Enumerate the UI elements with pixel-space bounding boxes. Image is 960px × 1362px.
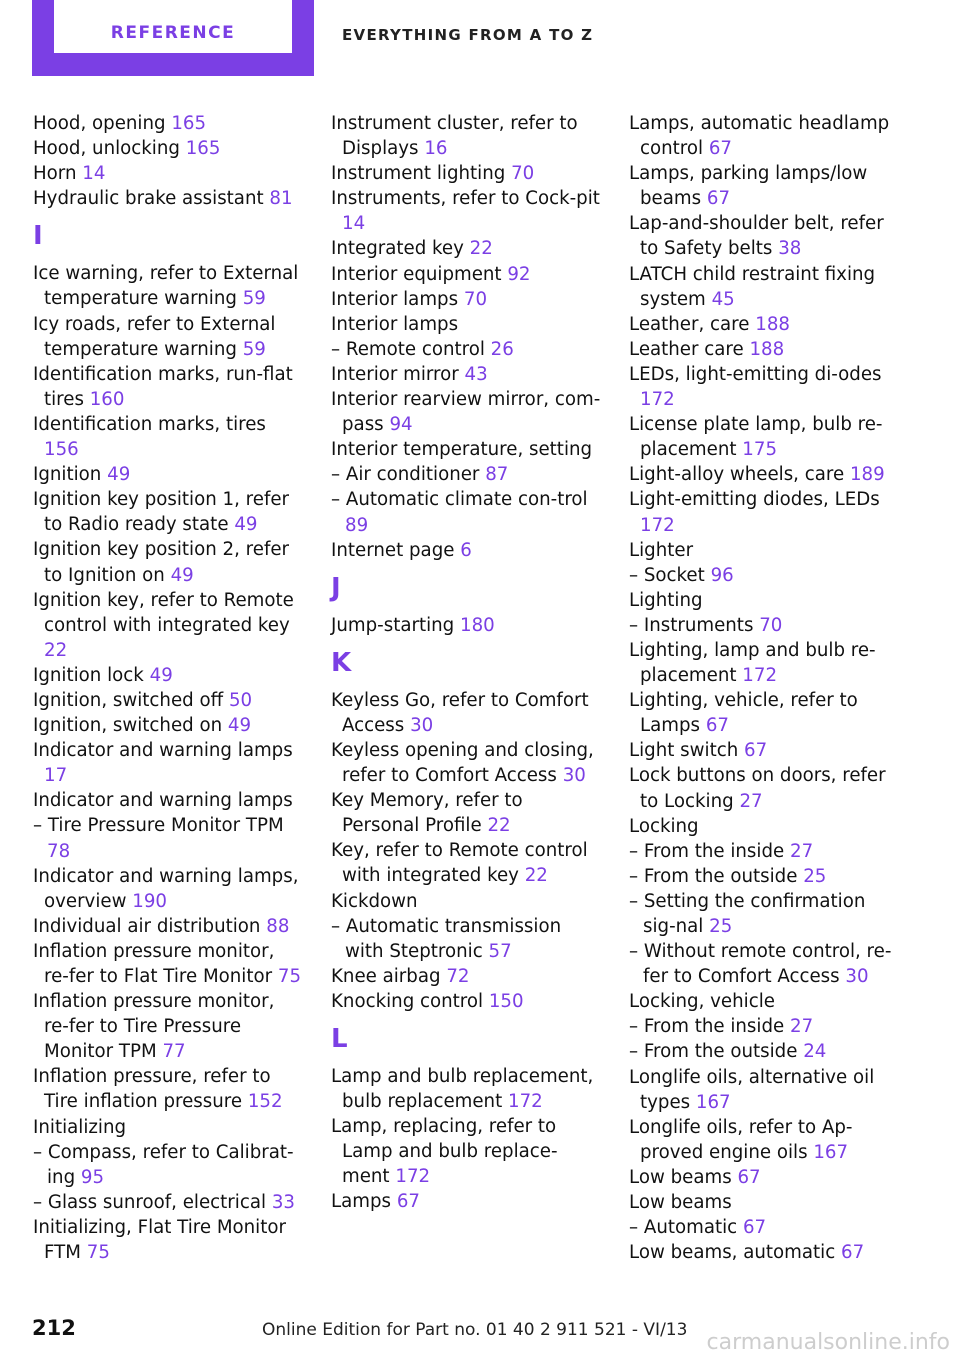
page-reference-link[interactable]: 167 (813, 1141, 849, 1163)
index-entry-text: Internet page (331, 539, 455, 561)
index-subentry (331, 462, 601, 487)
page-reference-link[interactable]: 77 (162, 1041, 186, 1063)
page-reference-link[interactable]: 89 (345, 514, 369, 536)
page-reference-link[interactable]: 43 (464, 363, 488, 385)
index-entry (331, 362, 601, 387)
index-entry-text: Low beams (629, 1166, 732, 1188)
page-reference-link[interactable]: 70 (463, 288, 488, 310)
page-reference-link[interactable]: 30 (845, 966, 869, 988)
index-entry (629, 538, 899, 563)
index-entry (33, 186, 303, 211)
page-reference-link[interactable]: 150 (488, 990, 524, 1012)
index-entry (629, 1190, 899, 1215)
page-reference-link[interactable]: 25 (709, 916, 733, 937)
index-entry (33, 588, 303, 663)
index-subentry (331, 487, 601, 537)
index-entry-text: Lamp, replacing, refer to Lamp and bulb replace‐ment (331, 1116, 558, 1188)
page-number: 212 (32, 1316, 76, 1340)
index-subentry (629, 563, 899, 588)
index-entry (331, 437, 601, 462)
index-entry-text: Locking (629, 815, 699, 837)
index-subentry (629, 1014, 899, 1039)
index-entry-text: Indicator and warning lamps, overview (33, 865, 299, 912)
index-entry (33, 261, 303, 311)
index-entry (33, 688, 303, 713)
index-subentry (33, 1140, 303, 1190)
index-entry (331, 838, 601, 888)
index-entry (629, 462, 899, 487)
index-entry (33, 713, 303, 738)
page-reference-link[interactable]: 96 (710, 564, 734, 586)
index-entry-text: Interior rearview mirror, com‐pass (331, 389, 601, 436)
index-entry-text: Interior lamps (331, 288, 459, 310)
page-reference-link[interactable]: 188 (755, 313, 790, 335)
index-entry-text: Lamps (331, 1191, 392, 1213)
index-subentry (331, 337, 601, 362)
index-subentry (33, 813, 303, 863)
index-entry-text: Horn (33, 163, 77, 185)
index-column-1 (33, 111, 303, 1265)
index-subentry (629, 1215, 899, 1240)
index-entry (629, 1065, 899, 1115)
index-entry-text: Ignition key, refer to Remote control with integrated key (33, 589, 294, 636)
page-reference-link[interactable]: 57 (488, 940, 512, 962)
index-entry (33, 939, 303, 989)
index-entry-text: Light-emitting diodes, LEDs (629, 489, 880, 511)
index-entry (331, 738, 601, 788)
index-entry (331, 186, 601, 236)
index-entry-text: Lap-and-shoulder belt, refer to Safety belts (629, 213, 884, 260)
section-title: EVERYTHING FROM A TO Z (342, 26, 594, 44)
index-entry-text: Ignition, switched on (33, 715, 223, 737)
page-reference-link[interactable]: 26 (490, 338, 514, 360)
index-entry (629, 161, 899, 211)
page-reference-link[interactable]: 94 (389, 414, 413, 436)
index-entry (331, 287, 601, 312)
index-entry (629, 111, 899, 161)
index-entry (629, 487, 899, 537)
edition-footer: Online Edition for Part no. 01 40 2 911 521 - VI/13 (262, 1320, 688, 1340)
page-reference-link[interactable]: 49 (170, 564, 194, 586)
index-entry-text: – Instruments (629, 614, 754, 636)
index-entry-text: Indicator and warning lamps (33, 740, 293, 762)
page-reference-link[interactable]: 190 (132, 890, 167, 912)
page-reference-link[interactable]: 175 (742, 439, 778, 461)
index-entry-text: Interior mirror (331, 363, 459, 385)
index-entry-text: – Automatic (629, 1217, 738, 1239)
page-reference-link[interactable]: 49 (149, 664, 173, 686)
index-letter-heading: L (331, 1024, 348, 1054)
index-entry-text: Jump-starting (331, 614, 455, 636)
index-entry-text: – From the inside (629, 840, 785, 862)
page-reference-link[interactable]: 95 (80, 1166, 105, 1188)
page-reference-link[interactable]: 78 (47, 840, 71, 862)
index-entry-text: – Glass sunroof, electrical (33, 1191, 267, 1213)
index-entry-text: LATCH child restraint fixing system (629, 263, 876, 310)
page-reference-link[interactable]: 45 (711, 288, 735, 310)
page-reference-link[interactable]: 172 (742, 665, 778, 687)
index-entry-text: Inflation pressure monitor, re‐fer to Flat Tire Monitor (33, 940, 275, 987)
index-letter-heading: J (331, 572, 341, 603)
page-reference-link[interactable]: 67 (708, 138, 732, 160)
page-reference-link[interactable]: 22 (469, 238, 493, 260)
index-entry (33, 914, 303, 939)
index-entry (33, 487, 303, 537)
index-entry (629, 763, 899, 813)
page-reference-link[interactable]: 172 (508, 1091, 543, 1113)
index-entry (33, 462, 303, 487)
index-entry (331, 788, 601, 838)
index-entry-text: Initializing (33, 1116, 127, 1138)
page-reference-link[interactable]: 49 (107, 464, 131, 486)
index-entry-text: Individual air distribution (33, 915, 261, 937)
index-entry-text: Interior lamps (331, 313, 459, 335)
index-entry (33, 136, 303, 161)
index-entry (33, 362, 303, 412)
index-entry (331, 236, 601, 261)
page-reference-link[interactable]: 165 (185, 138, 221, 160)
index-entry (33, 663, 303, 688)
index-entry (331, 613, 601, 638)
chapter-label: REFERENCE (54, 0, 292, 53)
index-entry (629, 362, 899, 412)
page-reference-link[interactable]: 172 (640, 389, 675, 411)
index-column-3 (629, 111, 899, 1265)
index-entry-text: Integrated key (331, 238, 464, 260)
page-reference-link[interactable]: 33 (271, 1191, 295, 1213)
page-reference-link[interactable]: 70 (759, 614, 783, 636)
page-reference-link[interactable]: 24 (803, 1041, 827, 1063)
index-entry-text: Locking, vehicle (629, 991, 775, 1013)
page-reference-link[interactable]: 59 (242, 288, 266, 310)
index-entry-text: Interior equipment (331, 263, 502, 285)
index-entry-text: – From the outside (629, 1041, 798, 1063)
page-reference-link[interactable]: 30 (562, 765, 586, 787)
page-reference-link[interactable]: 92 (507, 263, 531, 285)
page-reference-link[interactable]: 59 (242, 338, 266, 360)
index-entry-text: Lighting, vehicle, refer to Lamps (629, 690, 858, 737)
index-entry-text: Indicator and warning lamps (33, 790, 293, 812)
index-entry (331, 538, 601, 563)
index-entry (331, 989, 601, 1014)
index-entry (331, 312, 601, 337)
index-entry-text: Lighting, lamp and bulb re‐placement (629, 639, 876, 687)
page-reference-link[interactable]: 81 (269, 188, 293, 210)
index-entry (629, 1240, 899, 1265)
page-reference-link[interactable]: 22 (487, 815, 511, 837)
index-entry-text: Lighting (629, 589, 703, 611)
index-entry (629, 688, 899, 738)
page-reference-link[interactable]: 67 (744, 740, 768, 762)
page-reference-link[interactable]: 22 (44, 639, 68, 661)
index-entry (33, 989, 303, 1064)
page-reference-link[interactable]: 75 (277, 966, 302, 987)
index-entry-text: Lamps, automatic headlamp control (629, 113, 890, 160)
index-entry (331, 161, 601, 186)
page-reference-link[interactable]: 152 (247, 1091, 283, 1113)
index-entry (629, 412, 899, 462)
page-reference-link[interactable]: 67 (706, 188, 731, 210)
index-entry-text: Instruments, refer to Cock‐pit (331, 188, 600, 210)
index-subentry (629, 939, 899, 989)
index-subentry (629, 889, 899, 939)
page-reference-link[interactable]: 87 (485, 464, 509, 486)
index-entry-text: Knocking control (331, 990, 484, 1012)
index-entry (629, 262, 899, 312)
index-entry-text: – Compass, refer to Calibrat‐ing (33, 1141, 294, 1188)
page-reference-link[interactable]: 188 (749, 338, 785, 360)
index-entry-text: Lock buttons on doors, refer to Locking (629, 765, 886, 812)
watermark: carmanualsonline.info (706, 1330, 950, 1355)
index-entry-text: Keyless Go, refer to Comfort Access (331, 689, 589, 736)
index-entry-text: Leather care (629, 338, 744, 360)
index-entry (33, 161, 303, 186)
index-entry-text: Instrument cluster, refer to Displays (331, 113, 578, 160)
index-entry (629, 1115, 899, 1165)
page-reference-link[interactable]: 49 (234, 514, 258, 536)
index-subentry (629, 864, 899, 889)
page-reference-link[interactable]: 14 (82, 163, 106, 185)
index-entry-text: – Without remote control, re‐fer to Comfort Access (629, 941, 892, 988)
page-reference-link[interactable]: 27 (790, 1016, 814, 1038)
page-reference-link[interactable]: 50 (228, 689, 253, 711)
index-letter-heading: I (33, 221, 43, 252)
index-entry-text: Key, refer to Remote control with integrated key (331, 840, 588, 887)
index-entry-text: Inflation pressure, refer to Tire inflation pressure (33, 1066, 271, 1113)
index-entry-text: Leather, care (629, 313, 750, 335)
index-entry (629, 312, 899, 337)
index-entry-text: Interior temperature, setting (331, 439, 593, 461)
index-entry-text: Identification marks, run-flat tires (33, 363, 293, 410)
index-entry-text: Hood, unlocking (33, 138, 180, 160)
index-entry-text: Inflation pressure monitor, re‐fer to Tire Pressure Monitor TPM (33, 991, 275, 1063)
index-entry (629, 989, 899, 1014)
index-entry (629, 638, 899, 688)
page-reference-link[interactable]: 30 (410, 714, 434, 736)
page-reference-link[interactable]: 75 (86, 1242, 110, 1264)
page-reference-link[interactable]: 165 (171, 113, 207, 134)
index-entry-text: Ignition lock (33, 664, 144, 686)
page-reference-link[interactable]: 49 (227, 715, 252, 737)
index-entry-text: Longlife oils, alternative oil types (629, 1066, 875, 1113)
index-entry-text: Low beams, automatic (629, 1242, 836, 1264)
page-reference-link[interactable]: 167 (695, 1091, 731, 1113)
index-subentry (629, 839, 899, 864)
index-column-2 (331, 111, 601, 1215)
page-reference-link[interactable]: 72 (446, 965, 470, 987)
index-entry-text: – Setting the confirmation sig‐nal (629, 890, 866, 937)
index-subentry (629, 613, 899, 638)
page-reference-link[interactable]: 17 (44, 765, 68, 787)
page-reference-link[interactable]: 27 (790, 840, 814, 862)
index-entry (331, 387, 601, 437)
page-reference-link[interactable]: 180 (460, 614, 495, 636)
index-entry (33, 312, 303, 362)
index-entry-text: – From the inside (629, 1016, 785, 1038)
index-entry-text: Low beams (629, 1192, 732, 1214)
page-reference-link[interactable]: 25 (803, 865, 827, 887)
index-entry (331, 1189, 601, 1214)
index-entry-text: Ignition (33, 464, 102, 486)
index-subentry (629, 1039, 899, 1064)
index-entry-text: Kickdown (331, 890, 418, 912)
index-entry (331, 1064, 601, 1114)
index-entry-text: Hydraulic brake assistant (33, 188, 264, 210)
index-entry-text: – Automatic climate con‐trol (331, 489, 588, 511)
page-reference-link[interactable]: 67 (737, 1166, 761, 1188)
index-entry-text: – Air conditioner (331, 464, 480, 486)
index-entry (33, 1064, 303, 1114)
index-entry (33, 864, 303, 914)
index-entry-text: Knee airbag (331, 965, 441, 987)
header-tab (32, 0, 314, 76)
index-letter-heading: K (331, 647, 352, 678)
index-entry (33, 1115, 303, 1140)
index-entry-text: Light switch (629, 740, 739, 762)
page-reference-link[interactable]: 14 (342, 213, 366, 235)
index-entry-text: Lamp and bulb replacement, bulb replacement (331, 1066, 594, 1113)
index-entry-text: License plate lamp, bulb re‐placement (629, 414, 883, 461)
index-entry-text: Initializing, Flat Tire Monitor FTM (33, 1216, 286, 1264)
index-entry-text: Lamps, parking lamps/low beams (629, 163, 868, 210)
page-reference-link[interactable]: 156 (44, 439, 79, 461)
index-entry-text: – Remote control (331, 338, 485, 360)
index-entry-text: Ignition key position 1, refer to Radio ready state (33, 489, 290, 536)
page-reference-link[interactable]: 6 (460, 539, 472, 561)
index-subentry (331, 914, 601, 964)
page-reference-link[interactable]: 27 (739, 790, 763, 812)
page-reference-link[interactable]: 16 (424, 138, 448, 160)
index-entry-text: Ignition key position 2, refer to Ignition on (33, 539, 290, 586)
index-entry-text: Hood, opening (33, 113, 166, 134)
index-entry (331, 964, 601, 989)
page-reference-link[interactable]: 38 (778, 238, 802, 260)
index-entry (331, 111, 601, 161)
index-entry-text: Longlife oils, refer to Ap‐proved engine oils (629, 1116, 853, 1163)
index-entry (33, 1215, 303, 1265)
index-entry-text: Icy roads, refer to External temperature warning (33, 313, 276, 360)
page-reference-link[interactable]: 160 (89, 388, 125, 410)
index-entry (33, 412, 303, 462)
index-entry-text: Light-alloy wheels, care (629, 464, 845, 486)
index-entry (331, 889, 601, 914)
index-entry (33, 738, 303, 788)
index-entry-text: Instrument lighting (331, 163, 506, 185)
index-entry-text: LEDs, light-emitting di‐odes (629, 363, 882, 385)
index-entry (629, 588, 899, 613)
index-entry (33, 111, 303, 136)
index-entry-text: Ignition, switched off (33, 689, 224, 711)
index-entry (331, 1114, 601, 1189)
page-reference-link[interactable]: 67 (841, 1242, 865, 1264)
page-reference-link[interactable]: 67 (742, 1217, 767, 1239)
index-subentry (33, 1190, 303, 1215)
index-entry-text: Identification marks, tires (33, 413, 266, 435)
page-reference-link[interactable]: 67 (705, 715, 729, 737)
page-reference-link[interactable]: 172 (640, 514, 675, 536)
index-entry (33, 537, 303, 587)
index-entry (629, 1165, 899, 1190)
index-entry (33, 788, 303, 813)
index-entry (629, 337, 899, 362)
index-entry-text: Keyless opening and closing, refer to Comfort Access (331, 739, 594, 787)
page-reference-link[interactable]: 22 (524, 865, 548, 887)
index-entry (331, 262, 601, 287)
index-entry (629, 738, 899, 763)
index-entry-text: – From the outside (629, 865, 798, 887)
index-entry (331, 688, 601, 738)
index-entry-text: – Socket (629, 564, 705, 586)
index-entry-text: Ice warning, refer to External temperature warning (33, 263, 299, 310)
page-reference-link[interactable]: 172 (395, 1166, 431, 1188)
page-reference-link[interactable]: 88 (266, 915, 290, 937)
index-entry-text: – Tire Pressure Monitor TPM (33, 815, 284, 837)
index-entry (629, 814, 899, 839)
index-entry (629, 211, 899, 261)
page-reference-link[interactable]: 189 (849, 464, 885, 486)
index-entry-text: – Automatic transmission with Steptronic (331, 915, 562, 962)
page-reference-link[interactable]: 70 (511, 163, 535, 185)
page-reference-link[interactable]: 67 (396, 1191, 420, 1213)
index-entry-text: Lighter (629, 539, 694, 561)
index-entry-text: Key Memory, refer to Personal Profile (331, 790, 523, 837)
